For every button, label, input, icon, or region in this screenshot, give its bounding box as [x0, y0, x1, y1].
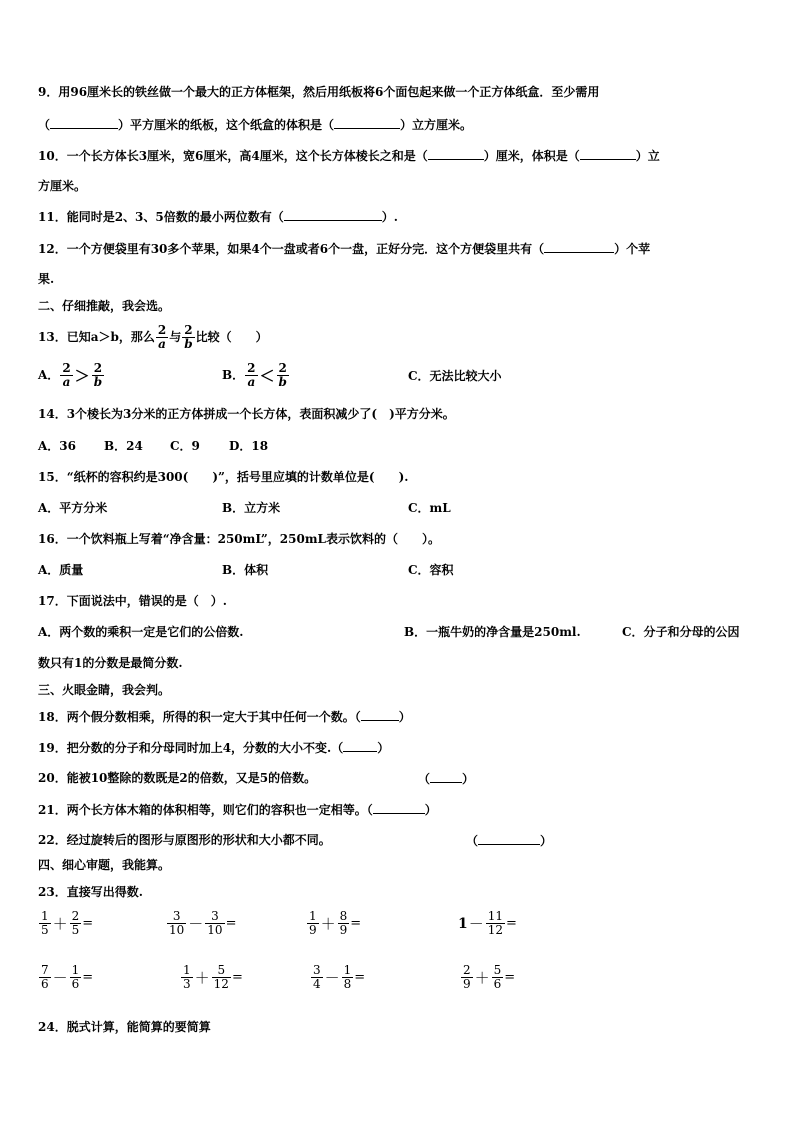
q13-fraction-2-over-b: $\frac{2}{b}$: [184, 323, 193, 351]
q23-e8-frac-b: $\frac{5}{6}$: [493, 963, 502, 991]
q14-option-d[interactable]: D．18: [229, 439, 269, 453]
q15-option-c[interactable]: C．mL: [408, 501, 451, 515]
q23-e6-frac-b: $\frac{5}{12}$: [213, 963, 229, 991]
question-9-line2: [38, 116, 472, 133]
question-23-title: 23．直接写出得数.: [38, 885, 143, 899]
q23-expr-1: $\frac{1}{5}$ ＋ $\frac{2}{5}$ =: [41, 909, 94, 937]
question-10-line1: [38, 147, 660, 164]
q23-expr-7: $\frac{3}{4}$ － $\frac{1}{8}$ =: [313, 963, 366, 991]
q23-e6-frac-a: $\frac{1}{3}$: [183, 963, 191, 991]
q14-option-a[interactable]: A．36: [38, 439, 77, 453]
q14-option-b[interactable]: B．24: [104, 439, 143, 453]
q23-e5-frac-a: $\frac{7}{6}$: [41, 963, 49, 991]
q23-e8-frac-a: $\frac{2}{9}$: [463, 963, 471, 991]
question-22: 22．经过旋转后的图形与原图形的形状和大小都不同。: [38, 833, 331, 847]
question-15: 15．“纸杯的容积约是300( )”，括号里应填的计数单位是( ).: [38, 470, 409, 484]
q14-option-c[interactable]: C．9: [170, 439, 200, 453]
q23-expr-5: $\frac{7}{6}$ － $\frac{1}{6}$ =: [41, 963, 94, 991]
q13-optA-frac-b: $\frac{2}{b}$: [93, 361, 103, 389]
q23-e4-frac-b: $\frac{11}{12}$: [487, 909, 504, 937]
q13-text-mid: 与: [169, 330, 182, 344]
q10-blank-volume[interactable]: [580, 147, 636, 160]
q23-e3-frac-b: $\frac{8}{9}$: [339, 909, 348, 937]
q9-blank-area[interactable]: [50, 116, 118, 129]
q9-text-mid: ）平方厘米的纸板，这个纸盒的体积是（: [118, 118, 335, 132]
q18-blank[interactable]: [361, 708, 399, 721]
question-10-line2: 方厘米。: [38, 179, 87, 193]
q21-blank[interactable]: [373, 801, 425, 814]
q17-option-b[interactable]: B．一瓶牛奶的净含量是250ml.: [404, 625, 581, 639]
q9-text-end: ）立方厘米。: [400, 118, 473, 132]
q23-expr-8: $\frac{2}{9}$ ＋ $\frac{5}{6}$ =: [463, 963, 516, 991]
section-2-heading: 二、仔细推敲，我会选。: [38, 299, 171, 313]
q10-text-end: ）立: [635, 149, 660, 163]
q13-optB-frac-a: $\frac{2}{a}$: [247, 361, 256, 389]
q23-expr-2: $\frac{3}{10}$ － $\frac{3}{10}$ =: [169, 909, 237, 937]
q23-expr-3: $\frac{1}{9}$ ＋ $\frac{8}{9}$ =: [309, 909, 362, 937]
q12-text-end: ）个苹: [614, 242, 651, 256]
q15-option-a[interactable]: A．平方分米: [38, 501, 108, 515]
q16-option-c[interactable]: C．容积: [408, 563, 454, 577]
q23-e1-frac-a: $\frac{1}{5}$: [41, 909, 49, 937]
question-20: 20．能被10整除的数既是2的倍数，又是5的倍数。: [38, 771, 317, 785]
q23-e5-frac-b: $\frac{1}{6}$: [71, 963, 80, 991]
q20-blank[interactable]: [430, 770, 462, 783]
q13-option-c[interactable]: C．无法比较大小: [408, 369, 502, 383]
question-24: 24．脱式计算，能简算的要简算: [38, 1020, 211, 1034]
question-19: 19．把分数的分子和分母同时加上4，分数的大小不变.（ ）: [38, 741, 390, 755]
q11-text-start: 11．能同时是2、3、5倍数的最小两位数有（: [38, 210, 284, 224]
q10-text-mid: ）厘米，体积是（: [483, 149, 580, 163]
q10-text-start: 10．一个长方体长3厘米，宽6厘米，高4厘米，这个长方体棱长之和是（: [38, 149, 428, 163]
q12-text-start: 12．一个方便袋里有30多个苹果，如果4个一盘或者6个一盘，正好分完．这个方便袋里共有（: [38, 242, 545, 256]
q23-e7-frac-a: $\frac{3}{4}$: [313, 963, 321, 991]
question-13: [38, 320, 268, 354]
question-16: 16．一个饮料瓶上写着“净含量：250mL”，250mL表示饮料的（ ）。: [38, 532, 440, 546]
question-14: 14．3个棱长为3分米的正方体拼成一个长方体，表面积减少了( )平方分米。: [38, 407, 455, 421]
q19-blank[interactable]: [343, 739, 377, 752]
q13-optB-frac-b: $\frac{2}{b}$: [278, 361, 287, 389]
q11-text-end: ）.: [381, 210, 398, 224]
q23-expr-6: $\frac{1}{3}$ ＋ $\frac{5}{12}$ =: [183, 963, 243, 991]
q23-e1-frac-b: $\frac{2}{5}$: [71, 909, 80, 937]
q13-option-a[interactable]: A． $\frac{2}{a}$ ＞ $\frac{2}{b}$: [38, 361, 103, 389]
q23-e2-frac-b: $\frac{3}{10}$: [207, 909, 223, 937]
q9-blank-volume[interactable]: [334, 116, 400, 129]
q23-expr-4: 1－ $\frac{11}{12}$ =: [458, 909, 517, 937]
question-11: [38, 208, 398, 225]
q10-blank-edge-sum[interactable]: [428, 147, 484, 160]
q16-option-b[interactable]: B．体积: [222, 563, 269, 577]
q23-e7-frac-b: $\frac{1}{8}$: [343, 963, 352, 991]
q17-option-c[interactable]: C．分子和分母的公因: [622, 625, 740, 639]
q22-blank[interactable]: [478, 832, 540, 845]
q13-optA-frac-a: $\frac{2}{a}$: [62, 361, 71, 389]
q11-blank[interactable]: [284, 208, 382, 221]
q13-text-start: 13．已知a＞b，那么: [38, 330, 155, 344]
question-9-line1: 9．用96厘米长的铁丝做一个最大的正方体框架，然后用纸板将6个面包起来做一个正方体纸盒．至少需用: [38, 85, 600, 99]
question-17: 17．下面说法中，错误的是（ ）.: [38, 594, 227, 608]
q16-option-a[interactable]: A．质量: [38, 563, 84, 577]
q17-option-c-continued: 数只有1的分数是最简分数.: [38, 656, 183, 670]
q15-option-b[interactable]: B．立方米: [222, 501, 281, 515]
section-4-heading: 四、细心审题，我能算。: [38, 858, 171, 872]
q9-paren-open: （: [38, 118, 51, 132]
q17-option-a[interactable]: A．两个数的乘积一定是它们的公倍数.: [38, 625, 244, 639]
q13-fraction-2-over-a: $\frac{2}{a}$: [157, 323, 167, 351]
question-12-line1: [38, 240, 650, 257]
question-18: 18．两个假分数相乘，所得的积一定大于其中任何一个数。（ ）: [38, 710, 411, 724]
q13-text-end: 比较（ ）: [195, 330, 268, 344]
q13-option-b[interactable]: B． $\frac{2}{a}$ ＜ $\frac{2}{b}$: [222, 361, 287, 389]
q20-answer: （ ）: [418, 772, 475, 786]
section-3-heading: 三、火眼金睛，我会判。: [38, 683, 171, 697]
q23-e3-frac-a: $\frac{1}{9}$: [309, 909, 317, 937]
question-21: 21．两个长方体木箱的体积相等，则它们的容积也一定相等。（ ）: [38, 803, 437, 817]
question-12-line2: 果.: [38, 272, 55, 286]
q12-blank[interactable]: [544, 240, 614, 253]
q22-answer: （ ）: [466, 834, 553, 848]
q23-e2-frac-a: $\frac{3}{10}$: [169, 909, 185, 937]
